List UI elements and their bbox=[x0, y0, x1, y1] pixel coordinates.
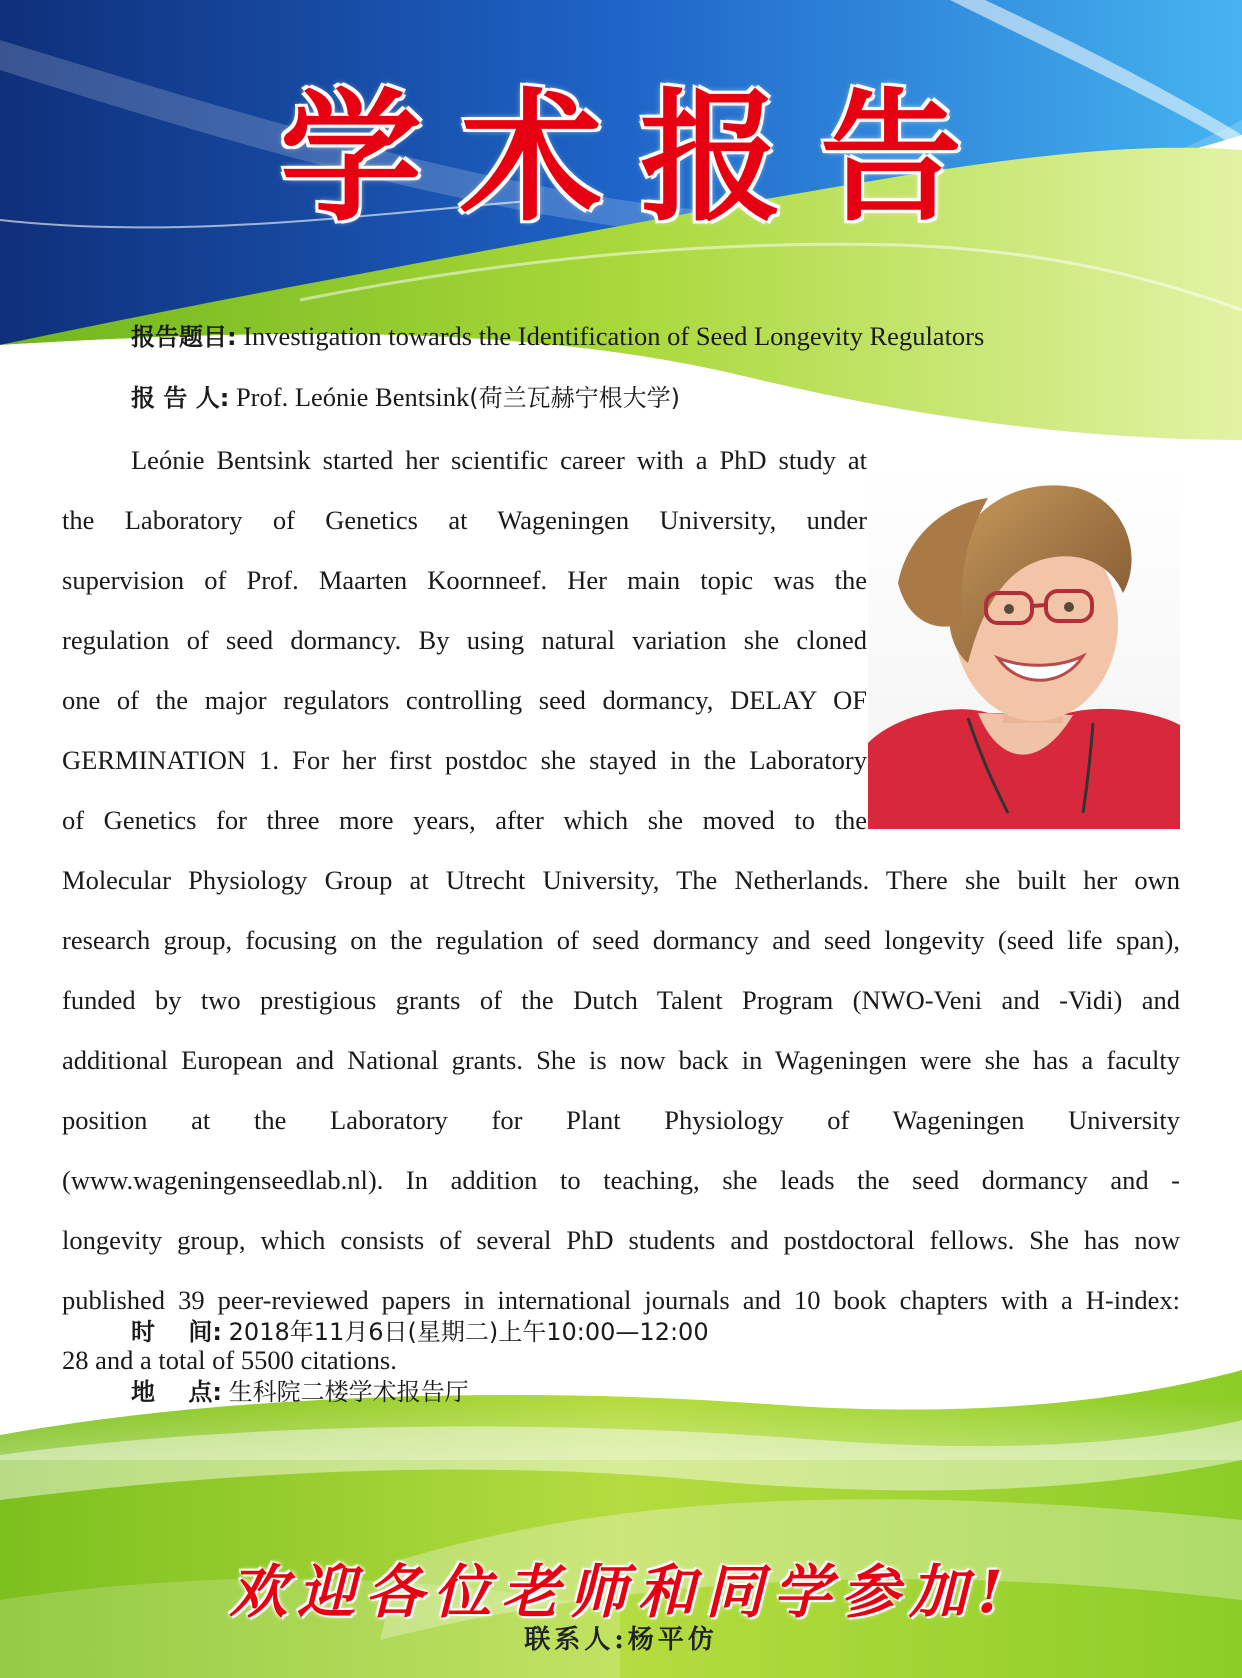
place-label: 地 点: bbox=[131, 1378, 223, 1406]
time-row bbox=[131, 1311, 709, 1351]
place-value: 生科院二楼学术报告厅 bbox=[228, 1378, 469, 1406]
speaker-label: 报 告 人: bbox=[131, 384, 230, 412]
place-row bbox=[131, 1371, 469, 1411]
contact-person: 联系人:杨平仿 bbox=[524, 1625, 718, 1655]
bio-line: (www.wageningenseedlab.nl). In addition to teaching, she leads the seed dormancy and - bbox=[62, 1165, 1180, 1195]
bio-line: supervision of Prof. Maarten Koornneef. Her main topic was the bbox=[62, 565, 867, 595]
bio-line: regulation of seed dormancy. By using natural variation she cloned bbox=[62, 625, 867, 655]
welcome-message: 欢迎各位老师和同学参加! bbox=[229, 1558, 1013, 1626]
speaker-photo bbox=[868, 463, 1180, 829]
bio-line: position at the Laboratory for Plant Physiology of Wageningen University bbox=[62, 1105, 1180, 1135]
bio-line: Leónie Bentsink started her scientific career with a PhD study at bbox=[131, 445, 867, 475]
bio-line: of Genetics for three more years, after which she moved to the bbox=[62, 805, 867, 835]
speaker-name: Prof. Leónie Bentsink bbox=[235, 382, 470, 412]
bio-line: research group, focusing on the regulation of seed dormancy and seed longevity (seed life span), bbox=[62, 925, 1180, 955]
bio-line: published 39 peer-reviewed papers in international journals and 10 book chapters with a H-index: bbox=[62, 1285, 1180, 1315]
bio-line: Molecular Physiology Group at Utrecht University, The Netherlands. There she built her own bbox=[62, 865, 1180, 895]
poster-title: 学术报告 bbox=[280, 75, 1000, 241]
topic-label: 报告题目: bbox=[131, 323, 237, 351]
bio-line: additional European and National grants. She is now back in Wageningen were she has a faculty bbox=[62, 1045, 1180, 1075]
time-value: 2018年11月6日(星期二)上午10:00—12:00 bbox=[228, 1318, 709, 1346]
bio-line: GERMINATION 1. For her first postdoc she stayed in the Laboratory bbox=[62, 745, 867, 775]
bio-line: the Laboratory of Genetics at Wageningen University, under bbox=[62, 505, 867, 535]
topic-row bbox=[131, 316, 984, 356]
bio-line: longevity group, which consists of several PhD students and postdoctoral fellows. She has now bbox=[62, 1225, 1180, 1255]
speaker-affiliation: (荷兰瓦赫宁根大学) bbox=[469, 384, 680, 412]
bio-line: 28 and a total of 5500 citations. bbox=[62, 1345, 397, 1375]
bio-line: one of the major regulators controlling seed dormancy, DELAY OF bbox=[62, 685, 867, 715]
speaker-row bbox=[131, 377, 680, 417]
time-label: 时 间: bbox=[131, 1318, 223, 1346]
bio-line: funded by two prestigious grants of the Dutch Talent Program (NWO-Veni and -Vidi) and bbox=[62, 985, 1180, 1015]
topic-value: Investigation towards the Identification of Seed Longevity Regulators bbox=[243, 321, 985, 351]
